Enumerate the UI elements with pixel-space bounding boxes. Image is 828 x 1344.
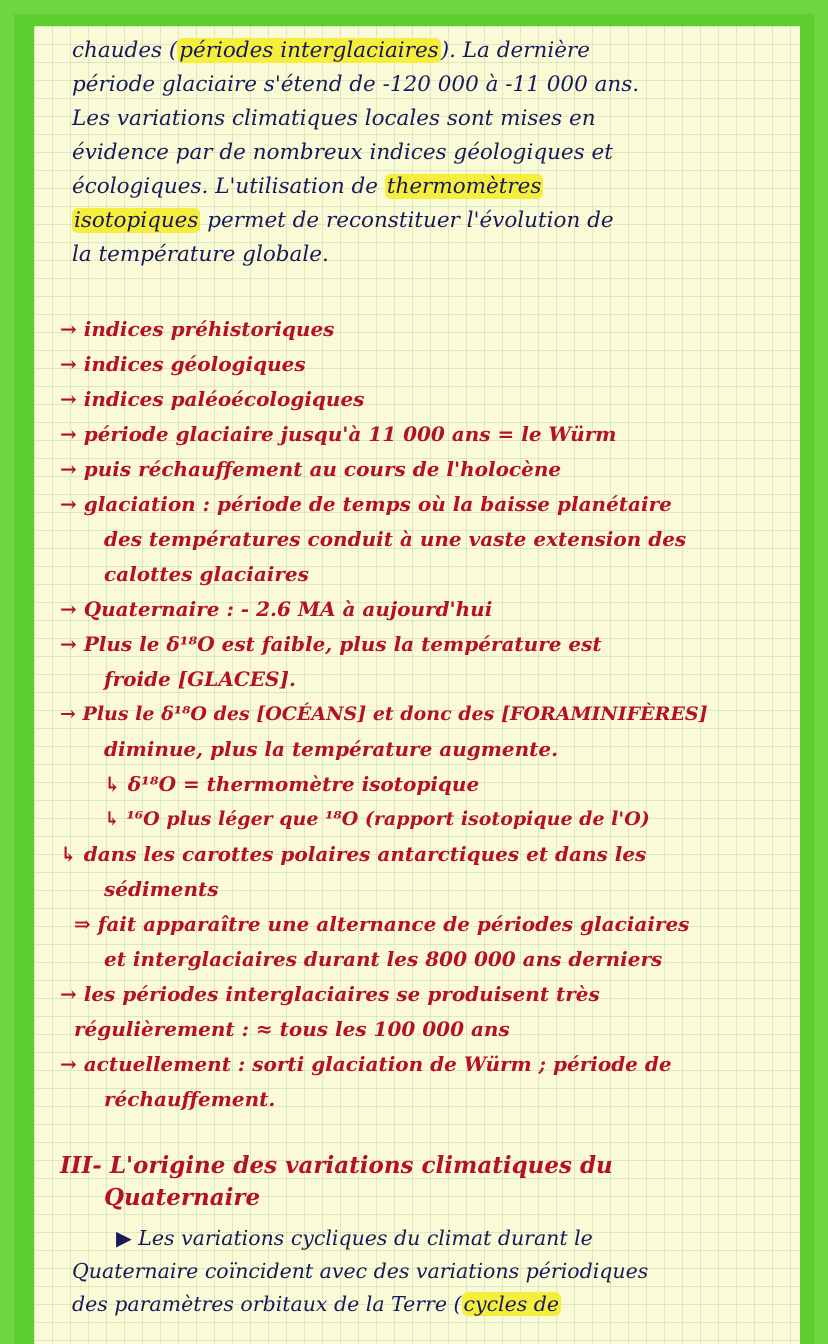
intro-line: période glaciaire s'étend de -120 000 à -11 000 ans. — [72, 72, 640, 97]
section-heading — [60, 1150, 805, 1214]
section-title: III- L'origine des variations climatiques du — [60, 1152, 613, 1179]
note-item-continued: des températures conduit à une vaste extension des — [104, 527, 687, 551]
note-item-continued: calottes glaciaires — [104, 562, 309, 586]
note-item: → actuellement : sorti glaciation de Würm ; période de — [60, 1052, 672, 1076]
note-subitem: ↳ δ¹⁸O = thermomètre isotopique — [104, 772, 480, 796]
note-item-continued: sédiments — [104, 877, 219, 901]
note-item: → indices préhistoriques — [60, 317, 335, 341]
highlighted-term: isotopiques — [74, 208, 199, 233]
note-item: → Plus le δ¹⁸O des [OCÉANS] et donc des [FORAMINIFÈRES] — [60, 703, 708, 725]
note-item-continued: et interglaciaires durant les 800 000 ans derniers — [104, 947, 663, 971]
note-item: → Quaternaire : - 2.6 MA à aujourd'hui — [60, 597, 493, 621]
intro-line: la température globale. — [72, 242, 329, 267]
intro-line: Les variations climatiques locales sont mises en — [72, 106, 596, 131]
note-subitem: ↳ ¹⁶O plus léger que ¹⁸O (rapport isotopique de l'O) — [104, 808, 650, 830]
intro-line: chaudes (périodes interglaciaires). La dernière — [72, 38, 590, 63]
note-item: → indices paléoécologiques — [60, 387, 365, 411]
outro-line: Quaternaire coïncident avec des variations périodiques — [72, 1259, 649, 1283]
note-item-continued: froide [GLACES]. — [104, 667, 296, 691]
note-item: ⇒ fait apparaître une alternance de périodes glaciaires — [74, 912, 690, 936]
note-item-continued: réchauffement. — [104, 1087, 276, 1111]
note-item: → période glaciaire jusqu'à 11 000 ans = le Würm — [60, 422, 617, 446]
note-item: → indices géologiques — [60, 352, 306, 376]
outro-line: des paramètres orbitaux de la Terre (cycles de — [72, 1292, 560, 1316]
note-item: → puis réchauffement au cours de l'holocène — [60, 457, 562, 481]
outro-line: ▶ Les variations cycliques du climat durant le — [116, 1226, 593, 1250]
intro-paragraph — [72, 34, 802, 272]
note-item: ↳ dans les carottes polaires antarctiques et dans les — [60, 842, 647, 866]
intro-line: isotopiques permet de reconstituer l'évolution de — [74, 208, 614, 233]
highlighted-term: thermomètres — [386, 174, 542, 199]
note-item: → les périodes interglaciaires se produisent très — [60, 982, 600, 1006]
note-item-continued: régulièrement : ≈ tous les 100 000 ans — [74, 1017, 510, 1041]
highlighted-term: périodes interglaciaires — [179, 38, 439, 63]
note-item: → Plus le δ¹⁸O est faible, plus la température est — [60, 632, 602, 656]
note-item-continued: diminue, plus la température augmente. — [104, 737, 559, 761]
note-item: → glaciation : période de temps où la baisse planétaire — [60, 492, 672, 516]
intro-line: écologiques. L'utilisation de thermomètres — [72, 174, 542, 199]
highlighted-term: cycles de — [463, 1292, 560, 1316]
section-title-continued: Quaternaire — [104, 1184, 261, 1211]
notes-list — [60, 312, 805, 1117]
intro-line: évidence par de nombreux indices géologiques et — [72, 140, 613, 165]
outro-paragraph — [72, 1222, 817, 1321]
